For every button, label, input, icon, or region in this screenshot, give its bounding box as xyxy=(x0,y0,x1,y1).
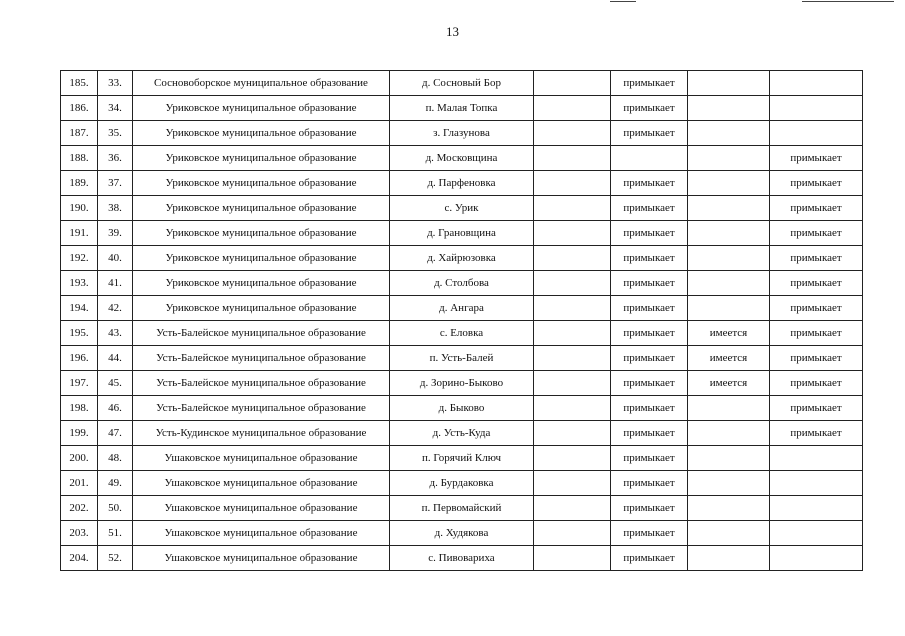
municipality-cell: Усть-Балейское муниципальное образование xyxy=(133,321,390,346)
table-row xyxy=(61,321,863,346)
row-number-cell: 189. xyxy=(61,171,98,196)
settlement-cell: п. Горячий Ключ xyxy=(390,446,534,471)
table-row xyxy=(61,446,863,471)
top-edge-rule-right xyxy=(802,1,894,2)
municipality-cell: Уриковское муниципальное образование xyxy=(133,296,390,321)
column-8-cell: примыкает xyxy=(770,371,863,396)
column-7-cell xyxy=(688,271,770,296)
column-6-cell: примыкает xyxy=(611,546,688,571)
column-6-cell xyxy=(611,146,688,171)
column-7-cell: имеется xyxy=(688,346,770,371)
column-5-cell xyxy=(534,171,611,196)
column-6-cell: примыкает xyxy=(611,371,688,396)
settlement-cell: д. Сосновый Бор xyxy=(390,71,534,96)
column-7-cell xyxy=(688,196,770,221)
column-8-cell xyxy=(770,521,863,546)
sub-number-cell: 41. xyxy=(98,271,133,296)
settlement-cell: с. Пивовариха xyxy=(390,546,534,571)
column-5-cell xyxy=(534,246,611,271)
column-8-cell xyxy=(770,471,863,496)
column-5-cell xyxy=(534,521,611,546)
row-number-cell: 188. xyxy=(61,146,98,171)
column-8-cell: примыкает xyxy=(770,171,863,196)
settlements-table xyxy=(60,70,863,571)
settlement-cell: п. Усть-Балей xyxy=(390,346,534,371)
sub-number-cell: 39. xyxy=(98,221,133,246)
column-8-cell: примыкает xyxy=(770,346,863,371)
sub-number-cell: 45. xyxy=(98,371,133,396)
column-6-cell: примыкает xyxy=(611,96,688,121)
column-8-cell: примыкает xyxy=(770,246,863,271)
settlement-cell: д. Хайрюзовка xyxy=(390,246,534,271)
sub-number-cell: 44. xyxy=(98,346,133,371)
row-number-cell: 199. xyxy=(61,421,98,446)
sub-number-cell: 43. xyxy=(98,321,133,346)
table-row xyxy=(61,421,863,446)
column-6-cell: примыкает xyxy=(611,171,688,196)
column-8-cell xyxy=(770,71,863,96)
sub-number-cell: 51. xyxy=(98,521,133,546)
municipality-cell: Уриковское муниципальное образование xyxy=(133,196,390,221)
column-5-cell xyxy=(534,546,611,571)
settlement-cell: д. Ангара xyxy=(390,296,534,321)
column-8-cell: примыкает xyxy=(770,196,863,221)
column-6-cell: примыкает xyxy=(611,121,688,146)
settlement-cell: д. Бурдаковка xyxy=(390,471,534,496)
column-5-cell xyxy=(534,121,611,146)
column-7-cell xyxy=(688,71,770,96)
municipality-cell: Уриковское муниципальное образование xyxy=(133,221,390,246)
table-row xyxy=(61,496,863,521)
sub-number-cell: 49. xyxy=(98,471,133,496)
row-number-cell: 203. xyxy=(61,521,98,546)
column-6-cell: примыкает xyxy=(611,221,688,246)
row-number-cell: 186. xyxy=(61,96,98,121)
settlement-cell: д. Грановщина xyxy=(390,221,534,246)
column-5-cell xyxy=(534,196,611,221)
top-edge-rule-left xyxy=(610,1,636,2)
column-6-cell: примыкает xyxy=(611,71,688,96)
column-5-cell xyxy=(534,346,611,371)
column-8-cell xyxy=(770,96,863,121)
table-row xyxy=(61,121,863,146)
column-8-cell xyxy=(770,496,863,521)
sub-number-cell: 38. xyxy=(98,196,133,221)
table-row xyxy=(61,396,863,421)
column-8-cell: примыкает xyxy=(770,421,863,446)
table-row xyxy=(61,171,863,196)
column-5-cell xyxy=(534,96,611,121)
column-6-cell: примыкает xyxy=(611,196,688,221)
settlement-cell: д. Московщина xyxy=(390,146,534,171)
column-5-cell xyxy=(534,321,611,346)
column-7-cell xyxy=(688,546,770,571)
column-6-cell: примыкает xyxy=(611,446,688,471)
column-7-cell xyxy=(688,121,770,146)
row-number-cell: 190. xyxy=(61,196,98,221)
settlement-cell: д. Худякова xyxy=(390,521,534,546)
column-5-cell xyxy=(534,146,611,171)
sub-number-cell: 34. xyxy=(98,96,133,121)
settlement-cell: д. Быково xyxy=(390,396,534,421)
column-8-cell: примыкает xyxy=(770,296,863,321)
column-7-cell xyxy=(688,171,770,196)
table-row xyxy=(61,521,863,546)
row-number-cell: 196. xyxy=(61,346,98,371)
table-row xyxy=(61,96,863,121)
municipality-cell: Уриковское муниципальное образование xyxy=(133,146,390,171)
column-5-cell xyxy=(534,396,611,421)
row-number-cell: 202. xyxy=(61,496,98,521)
table-row xyxy=(61,146,863,171)
settlement-cell: п. Малая Топка xyxy=(390,96,534,121)
sub-number-cell: 48. xyxy=(98,446,133,471)
settlement-cell: д. Усть-Куда xyxy=(390,421,534,446)
municipality-cell: Уриковское муниципальное образование xyxy=(133,121,390,146)
row-number-cell: 197. xyxy=(61,371,98,396)
settlement-cell: с. Еловка xyxy=(390,321,534,346)
row-number-cell: 187. xyxy=(61,121,98,146)
column-7-cell xyxy=(688,396,770,421)
column-5-cell xyxy=(534,71,611,96)
sub-number-cell: 40. xyxy=(98,246,133,271)
table-row xyxy=(61,371,863,396)
column-8-cell: примыкает xyxy=(770,221,863,246)
column-5-cell xyxy=(534,296,611,321)
column-5-cell xyxy=(534,496,611,521)
column-7-cell: имеется xyxy=(688,371,770,396)
row-number-cell: 192. xyxy=(61,246,98,271)
column-5-cell xyxy=(534,271,611,296)
column-8-cell xyxy=(770,446,863,471)
sub-number-cell: 46. xyxy=(98,396,133,421)
column-7-cell xyxy=(688,246,770,271)
sub-number-cell: 42. xyxy=(98,296,133,321)
table-row xyxy=(61,346,863,371)
column-7-cell xyxy=(688,446,770,471)
municipality-cell: Сосновоборское муниципальное образование xyxy=(133,71,390,96)
settlement-cell: д. Парфеновка xyxy=(390,171,534,196)
column-6-cell: примыкает xyxy=(611,496,688,521)
sub-number-cell: 33. xyxy=(98,71,133,96)
column-6-cell: примыкает xyxy=(611,471,688,496)
table-row xyxy=(61,246,863,271)
settlement-cell: с. Урик xyxy=(390,196,534,221)
municipality-cell: Усть-Кудинское муниципальное образование xyxy=(133,421,390,446)
table-row xyxy=(61,71,863,96)
municipality-cell: Ушаковское муниципальное образование xyxy=(133,496,390,521)
column-6-cell: примыкает xyxy=(611,271,688,296)
municipality-cell: Усть-Балейское муниципальное образование xyxy=(133,396,390,421)
sub-number-cell: 37. xyxy=(98,171,133,196)
column-5-cell xyxy=(534,446,611,471)
column-7-cell xyxy=(688,471,770,496)
municipality-cell: Уриковское муниципальное образование xyxy=(133,171,390,196)
column-7-cell xyxy=(688,296,770,321)
table-row xyxy=(61,221,863,246)
row-number-cell: 204. xyxy=(61,546,98,571)
column-7-cell xyxy=(688,521,770,546)
column-5-cell xyxy=(534,371,611,396)
table-row xyxy=(61,546,863,571)
column-8-cell: примыкает xyxy=(770,321,863,346)
sub-number-cell: 50. xyxy=(98,496,133,521)
column-5-cell xyxy=(534,421,611,446)
sub-number-cell: 52. xyxy=(98,546,133,571)
column-6-cell: примыкает xyxy=(611,421,688,446)
municipality-cell: Уриковское муниципальное образование xyxy=(133,271,390,296)
column-8-cell: примыкает xyxy=(770,146,863,171)
column-6-cell: примыкает xyxy=(611,396,688,421)
column-5-cell xyxy=(534,471,611,496)
column-5-cell xyxy=(534,221,611,246)
column-6-cell: примыкает xyxy=(611,346,688,371)
column-7-cell xyxy=(688,146,770,171)
column-7-cell xyxy=(688,496,770,521)
column-8-cell xyxy=(770,546,863,571)
page-number: 13 xyxy=(446,24,459,39)
row-number-cell: 191. xyxy=(61,221,98,246)
settlement-cell: д. Столбова xyxy=(390,271,534,296)
column-6-cell: примыкает xyxy=(611,521,688,546)
row-number-cell: 185. xyxy=(61,71,98,96)
row-number-cell: 200. xyxy=(61,446,98,471)
column-6-cell: примыкает xyxy=(611,321,688,346)
column-7-cell xyxy=(688,421,770,446)
municipality-cell: Усть-Балейское муниципальное образование xyxy=(133,371,390,396)
table-row xyxy=(61,196,863,221)
settlement-cell: п. Первомайский xyxy=(390,496,534,521)
municipality-cell: Ушаковское муниципальное образование xyxy=(133,471,390,496)
settlement-cell: д. Зорино-Быково xyxy=(390,371,534,396)
column-7-cell xyxy=(688,96,770,121)
column-8-cell xyxy=(770,121,863,146)
row-number-cell: 194. xyxy=(61,296,98,321)
row-number-cell: 195. xyxy=(61,321,98,346)
row-number-cell: 198. xyxy=(61,396,98,421)
sub-number-cell: 35. xyxy=(98,121,133,146)
row-number-cell: 193. xyxy=(61,271,98,296)
settlement-cell: з. Глазунова xyxy=(390,121,534,146)
column-7-cell xyxy=(688,221,770,246)
table-body xyxy=(61,71,863,571)
column-8-cell: примыкает xyxy=(770,396,863,421)
municipality-cell: Ушаковское муниципальное образование xyxy=(133,546,390,571)
table-row xyxy=(61,271,863,296)
municipality-cell: Ушаковское муниципальное образование xyxy=(133,446,390,471)
row-number-cell: 201. xyxy=(61,471,98,496)
sub-number-cell: 47. xyxy=(98,421,133,446)
column-6-cell: примыкает xyxy=(611,296,688,321)
column-6-cell: примыкает xyxy=(611,246,688,271)
sub-number-cell: 36. xyxy=(98,146,133,171)
table-row xyxy=(61,471,863,496)
municipality-cell: Уриковское муниципальное образование xyxy=(133,246,390,271)
municipality-cell: Уриковское муниципальное образование xyxy=(133,96,390,121)
municipality-cell: Ушаковское муниципальное образование xyxy=(133,521,390,546)
column-7-cell: имеется xyxy=(688,321,770,346)
table-row xyxy=(61,296,863,321)
municipality-cell: Усть-Балейское муниципальное образование xyxy=(133,346,390,371)
column-8-cell: примыкает xyxy=(770,271,863,296)
